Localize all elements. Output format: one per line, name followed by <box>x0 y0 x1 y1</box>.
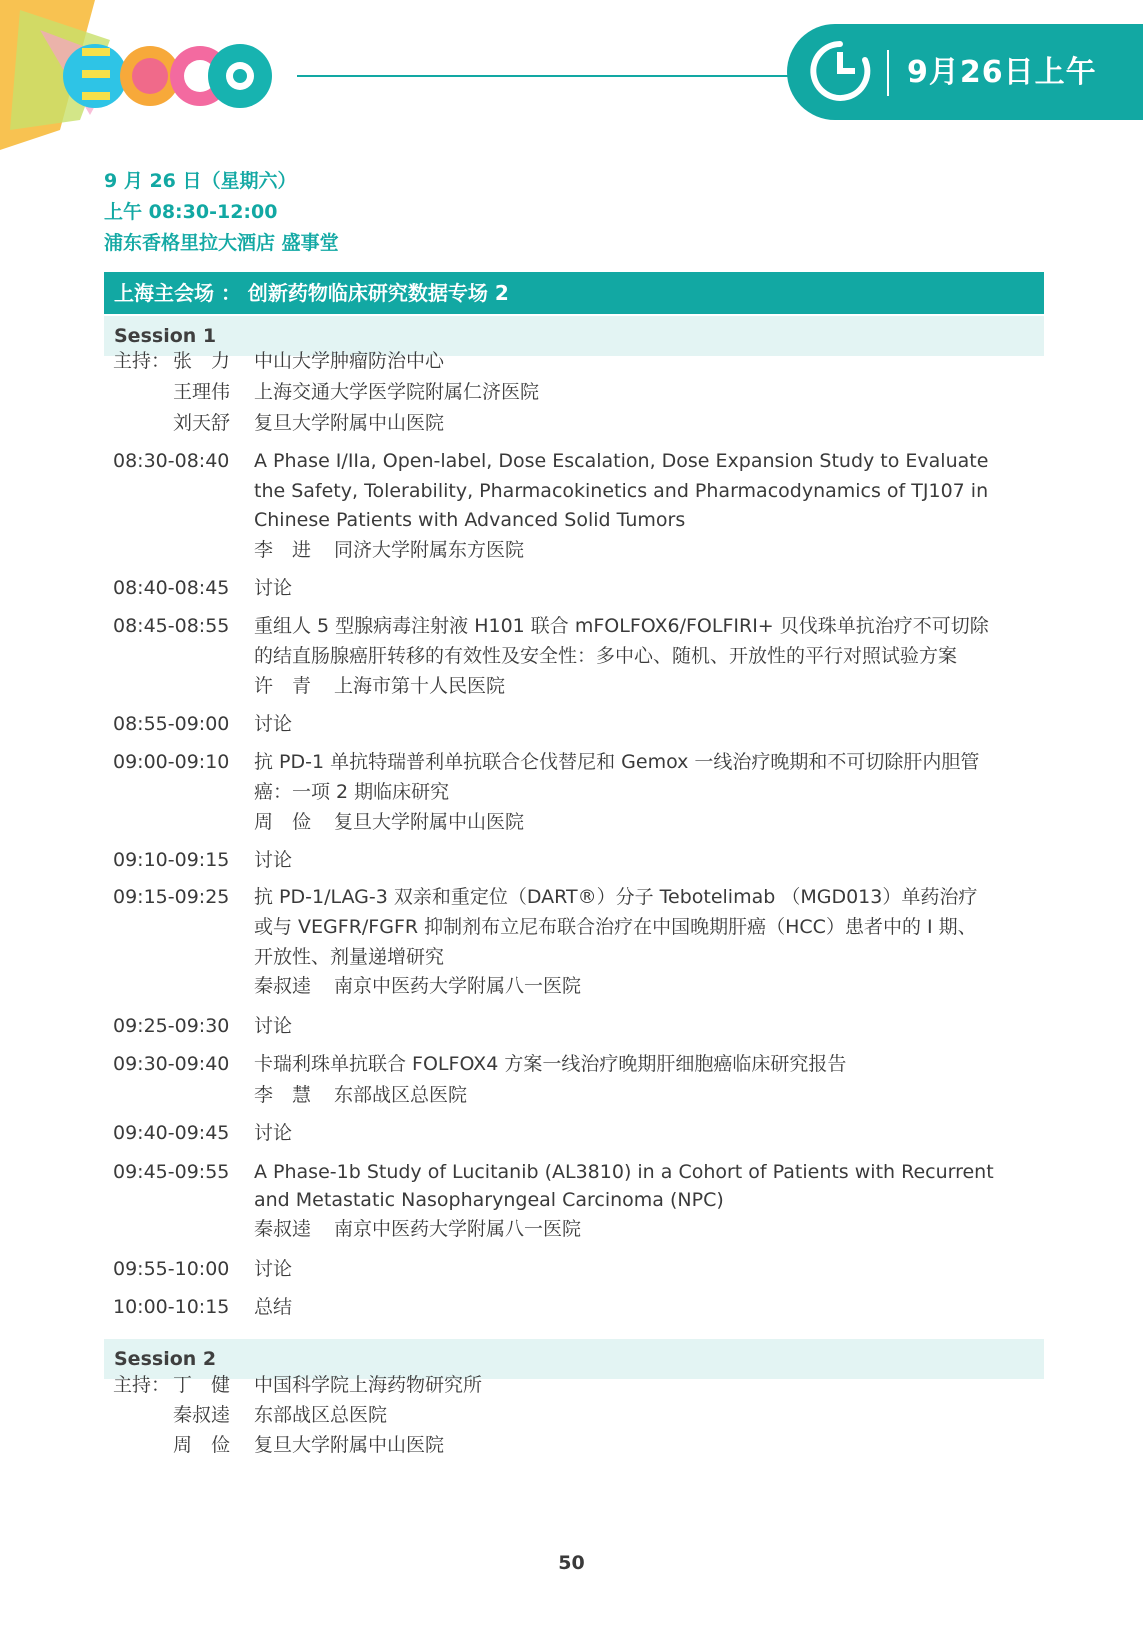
host-institution: 复旦大学附属中山医院 <box>254 1434 445 1456</box>
host-name: 王理伟 <box>173 381 231 403</box>
agenda-title: A Phase-1b Study of Lucitanib (AL3810) in a Cohort of Patients with Recurrent <box>254 1161 994 1183</box>
badge-date-text: 9月26日上午 <box>907 55 1097 90</box>
host-name: 丁 健 <box>173 1374 231 1396</box>
speaker-institution: 上海市第十人民医院 <box>334 675 506 697</box>
agenda-time: 10:00-10:15 <box>113 1296 230 1318</box>
speaker-name: 秦叔逵 <box>254 1218 312 1240</box>
speaker-name: 周 俭 <box>254 811 312 833</box>
agenda-title: 讨论 <box>254 1122 293 1144</box>
page-number: 50 <box>558 1552 585 1574</box>
agenda-title: 讨论 <box>254 577 293 599</box>
date-info <box>104 166 339 259</box>
agenda-title: 抗 PD-1/LAG-3 双亲和重定位（DART®）分子 Tebotelimab （MGD013）单药治疗 <box>254 886 978 908</box>
agenda-title: 重组人 5 型腺病毒注射液 H101 联合 mFOLFOX6/FOLFIRI+ 贝伐珠单抗治疗不可切除 <box>254 615 989 637</box>
speaker-name: 李 慧 <box>254 1084 312 1106</box>
agenda-title: 抗 PD-1 单抗特瑞普利单抗联合仑伐替尼和 Gemox 一线治疗晚期和不可切除肝内胆管 <box>254 751 980 773</box>
session-header: Session 2 <box>104 1339 1044 1379</box>
speaker-institution: 同济大学附属东方医院 <box>334 539 525 561</box>
agenda-time: 08:45-08:55 <box>113 615 230 637</box>
agenda-title: 的结直肠腺癌肝转移的有效性及安全性：多中心、随机、开放性的平行对照试验方案 <box>254 645 958 667</box>
agenda-title: 讨论 <box>254 1258 293 1280</box>
host-institution: 复旦大学附属中山医院 <box>254 412 445 434</box>
host-name: 张 力 <box>173 350 231 372</box>
agenda-title: the Safety, Tolerability, Pharmacokinetics and Pharmacodynamics of TJ107 in <box>254 480 989 502</box>
speaker-institution: 南京中医药大学附属八一医院 <box>334 975 582 997</box>
host-institution: 东部战区总医院 <box>254 1404 388 1426</box>
agenda-time: 09:15-09:25 <box>113 886 230 908</box>
speaker-institution: 复旦大学附属中山医院 <box>334 811 525 833</box>
agenda-time: 08:55-09:00 <box>113 713 230 735</box>
event-time: 上午 08:30-12:00 <box>104 201 278 223</box>
speaker-institution: 东部战区总医院 <box>334 1084 468 1106</box>
agenda-title: 开放性、剂量递增研究 <box>254 946 445 968</box>
agenda-time: 09:40-09:45 <box>113 1122 230 1144</box>
agenda-title: A Phase I/IIa, Open-label, Dose Escalation, Dose Expansion Study to Evaluate <box>254 450 989 472</box>
agenda-time: 09:45-09:55 <box>113 1161 230 1183</box>
host-institution: 上海交通大学医学院附属仁济医院 <box>254 381 540 403</box>
agenda-title: 或与 VEGFR/FGFR 抑制剂布立尼布联合治疗在中国晚期肝癌（HCC）患者中的 I 期、 <box>254 916 977 938</box>
session-header: Session 1 <box>104 316 1044 356</box>
agenda-time: 08:30-08:40 <box>113 450 230 472</box>
badge-divider <box>887 50 889 96</box>
agenda-time: 09:25-09:30 <box>113 1015 230 1037</box>
agenda-title: 卡瑞利珠单抗联合 FOLFOX4 方案一线治疗晚期肝细胞癌临床研究报告 <box>254 1053 847 1075</box>
agenda-title: 讨论 <box>254 1015 293 1037</box>
agenda-title: 讨论 <box>254 713 293 735</box>
speaker-name: 秦叔逵 <box>254 975 312 997</box>
hosts-label: 主持： <box>113 1374 171 1396</box>
agenda-time: 09:00-09:10 <box>113 751 230 773</box>
csco-logo <box>0 0 290 150</box>
host-institution: 中山大学肿瘤防治中心 <box>254 350 445 372</box>
speaker-name: 许 青 <box>254 675 312 697</box>
main-title-bar: 上海主会场 ： 创新药物临床研究数据专场 2 <box>104 272 1044 314</box>
agenda-time: 08:40-08:45 <box>113 577 230 599</box>
host-name: 周 俭 <box>173 1434 231 1456</box>
agenda-title: 总结 <box>254 1296 293 1318</box>
event-date: 9 月 26 日（星期六） <box>104 170 297 192</box>
agenda-time: 09:10-09:15 <box>113 849 230 871</box>
host-institution: 中国科学院上海药物研究所 <box>254 1374 483 1396</box>
event-venue: 浦东香格里拉大酒店 盛事堂 <box>104 232 339 254</box>
host-name: 秦叔逵 <box>173 1404 231 1426</box>
agenda-time: 09:55-10:00 <box>113 1258 230 1280</box>
hosts-label: 主持： <box>113 350 171 372</box>
header-rule <box>297 75 807 77</box>
agenda-title: and Metastatic Nasopharyngeal Carcinoma (NPC) <box>254 1189 724 1211</box>
agenda-title: Chinese Patients with Advanced Solid Tumors <box>254 509 686 531</box>
speaker-institution: 南京中医药大学附属八一医院 <box>334 1218 582 1240</box>
agenda-title: 癌：一项 2 期临床研究 <box>254 781 450 803</box>
host-name: 刘天舒 <box>173 412 231 434</box>
speaker-name: 李 进 <box>254 539 312 561</box>
agenda-time: 09:30-09:40 <box>113 1053 230 1075</box>
clock-icon <box>807 38 873 104</box>
agenda-title: 讨论 <box>254 849 293 871</box>
